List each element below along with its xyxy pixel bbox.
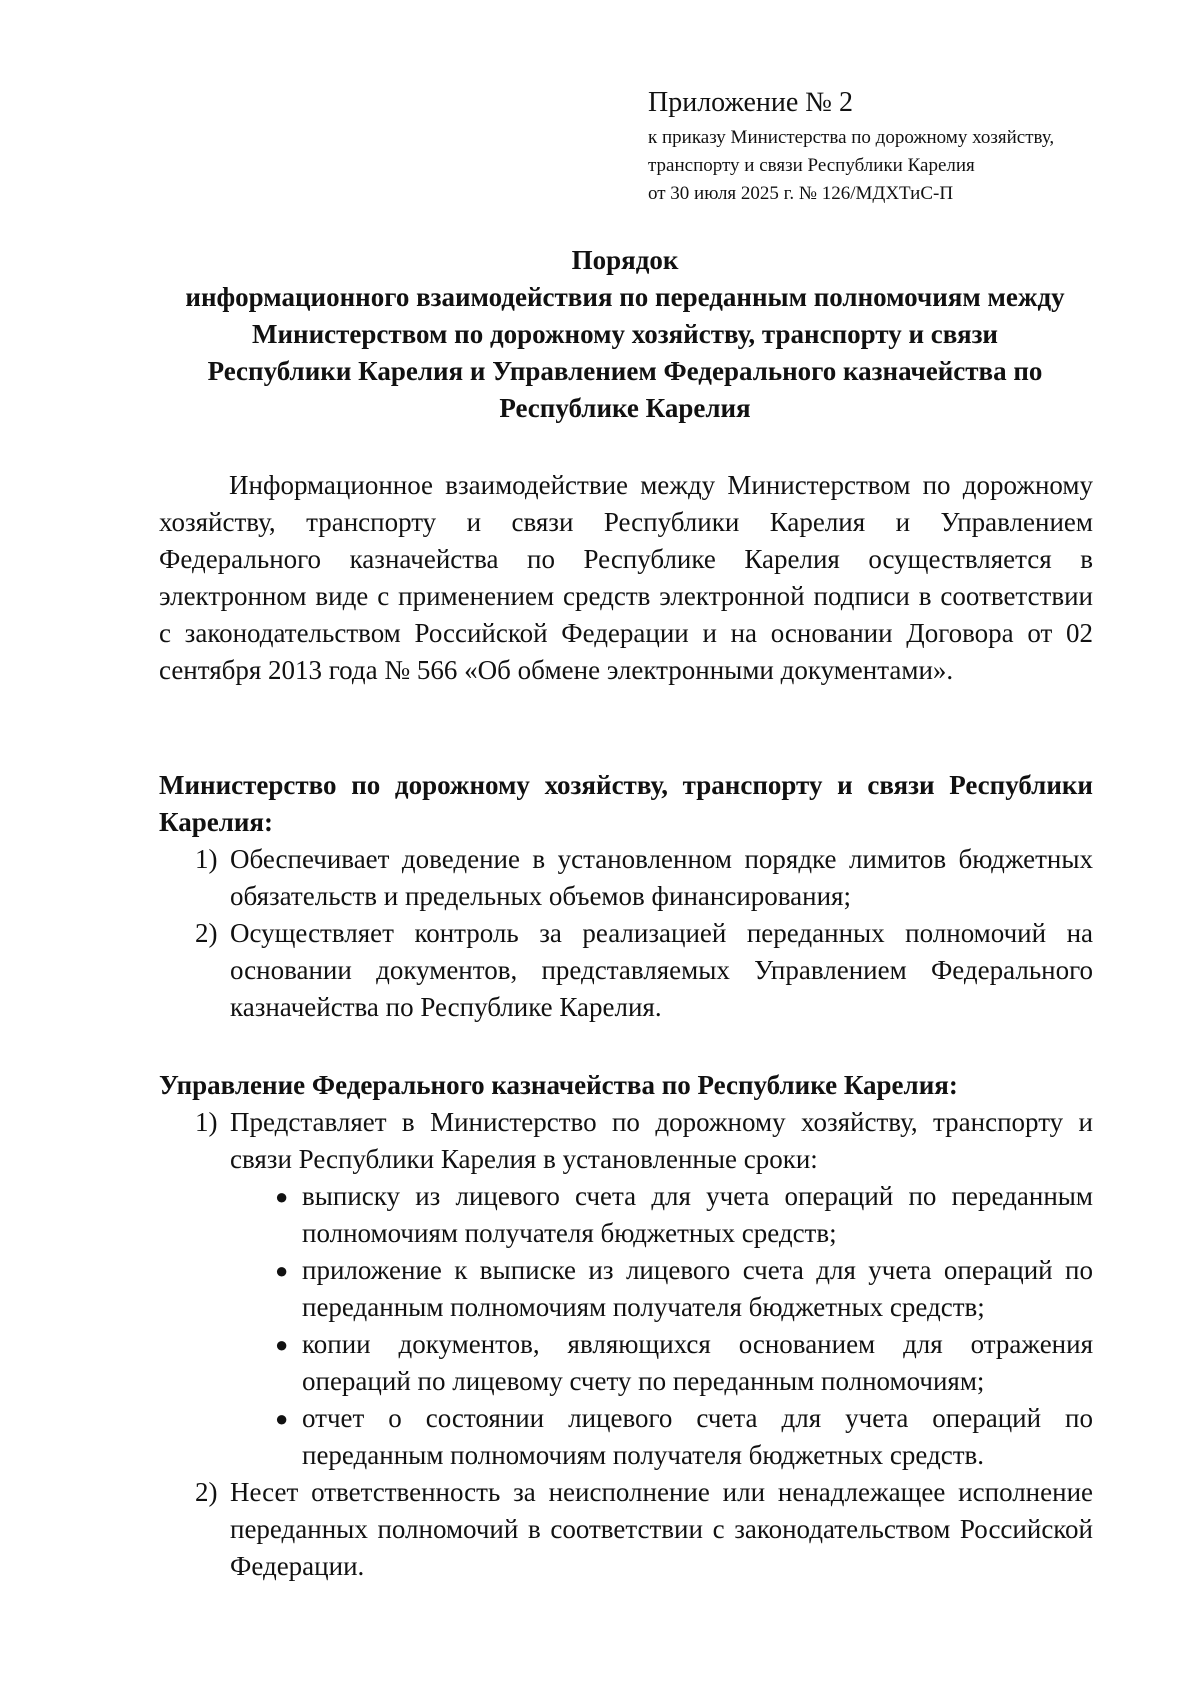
section2-list xyxy=(159,1104,1093,1585)
bullet-icon: ● xyxy=(275,1258,289,1283)
item-number: 2) xyxy=(195,1477,218,1507)
bullet-item xyxy=(230,1178,1093,1252)
bullet-icon: ● xyxy=(275,1332,289,1357)
item-text: Несет ответственность за неисполнение или ненадлежащее исполнение переданных полномочий в соответствии с законодательством Российской Федерации. xyxy=(230,1477,1093,1581)
item-text: Обеспечивает доведение в установленном порядке лимитов бюджетных обязательств и предельных объемов финансирования; xyxy=(230,844,1093,911)
appendix-line: к приказу Министерства по дорожному хозяйству, xyxy=(648,127,1055,148)
bullet-icon: ● xyxy=(275,1406,289,1431)
appendix-title: Приложение № 2 xyxy=(648,87,853,118)
item-text: Осуществляет контроль за реализацией переданных полномочий на основании документов, представляемых Управлением Федерального казначейства по Республике Карелия. xyxy=(230,918,1093,1022)
list-item xyxy=(159,841,1093,915)
item-number: 1) xyxy=(195,1107,218,1137)
list-item xyxy=(159,1104,1093,1474)
bullet-text: копии документов, являющихся основанием для отражения операций по лицевому счету по переданным полномочиям; xyxy=(302,1329,1093,1396)
bullet-text: приложение к выписке из лицевого счета для учета операций по переданным полномочиям получателя бюджетных средств; xyxy=(302,1255,1093,1322)
item-number: 2) xyxy=(195,918,218,948)
bullet-item xyxy=(230,1400,1093,1474)
list-item xyxy=(159,1474,1093,1585)
bullet-icon: ● xyxy=(275,1184,289,1209)
heading-line: информационного взаимодействия по переданным полномочиям между xyxy=(185,282,1065,312)
section1-title: Министерство по дорожному хозяйству, транспорту и связи Республики Карелия: xyxy=(159,770,1093,837)
appendix-line: транспорту и связи Республики Карелия xyxy=(648,155,975,176)
section1-list xyxy=(159,841,1093,1026)
bullet-text: отчет о состоянии лицевого счета для учета операций по переданным полномочиям получателя бюджетных средств. xyxy=(302,1403,1093,1470)
section2-title: Управление Федерального казначейства по Республике Карелия: xyxy=(159,1070,958,1100)
document-heading xyxy=(140,242,1110,427)
bullet-list xyxy=(230,1178,1093,1474)
intro-paragraph: Информационное взаимодействие между Министерством по дорожному хозяйству, транспорту и связи Республики Карелия и Управлением Федерального казначейства по Республике Карелия осуществляется в электронном виде с применением средств электронной подписи в соответствии с законодательством Российской Федерации и на основании Договора от 02 сентября 2013 года № 566 «Об обмене электронными документами». xyxy=(159,470,1093,685)
item-text: Представляет в Министерство по дорожному хозяйству, транспорту и связи Республики Карелия в установленные сроки: xyxy=(230,1107,1093,1174)
list-item xyxy=(159,915,1093,1026)
appendix-line: от 30 июля 2025 г. № 126/МДХТиС-П xyxy=(648,183,954,204)
bullet-item xyxy=(230,1326,1093,1400)
heading-line: Министерством по дорожному хозяйству, транспорту и связи xyxy=(252,319,998,349)
heading-line: Порядок xyxy=(571,245,679,275)
appendix-block xyxy=(648,86,1108,208)
item-number: 1) xyxy=(195,844,218,874)
heading-line: Республики Карелия и Управлением Федерального казначейства по xyxy=(207,356,1043,386)
bullet-item xyxy=(230,1252,1093,1326)
bullet-text: выписку из лицевого счета для учета операций по переданным полномочиям получателя бюджетных средств; xyxy=(302,1181,1093,1248)
heading-line: Республике Карелия xyxy=(499,393,751,423)
